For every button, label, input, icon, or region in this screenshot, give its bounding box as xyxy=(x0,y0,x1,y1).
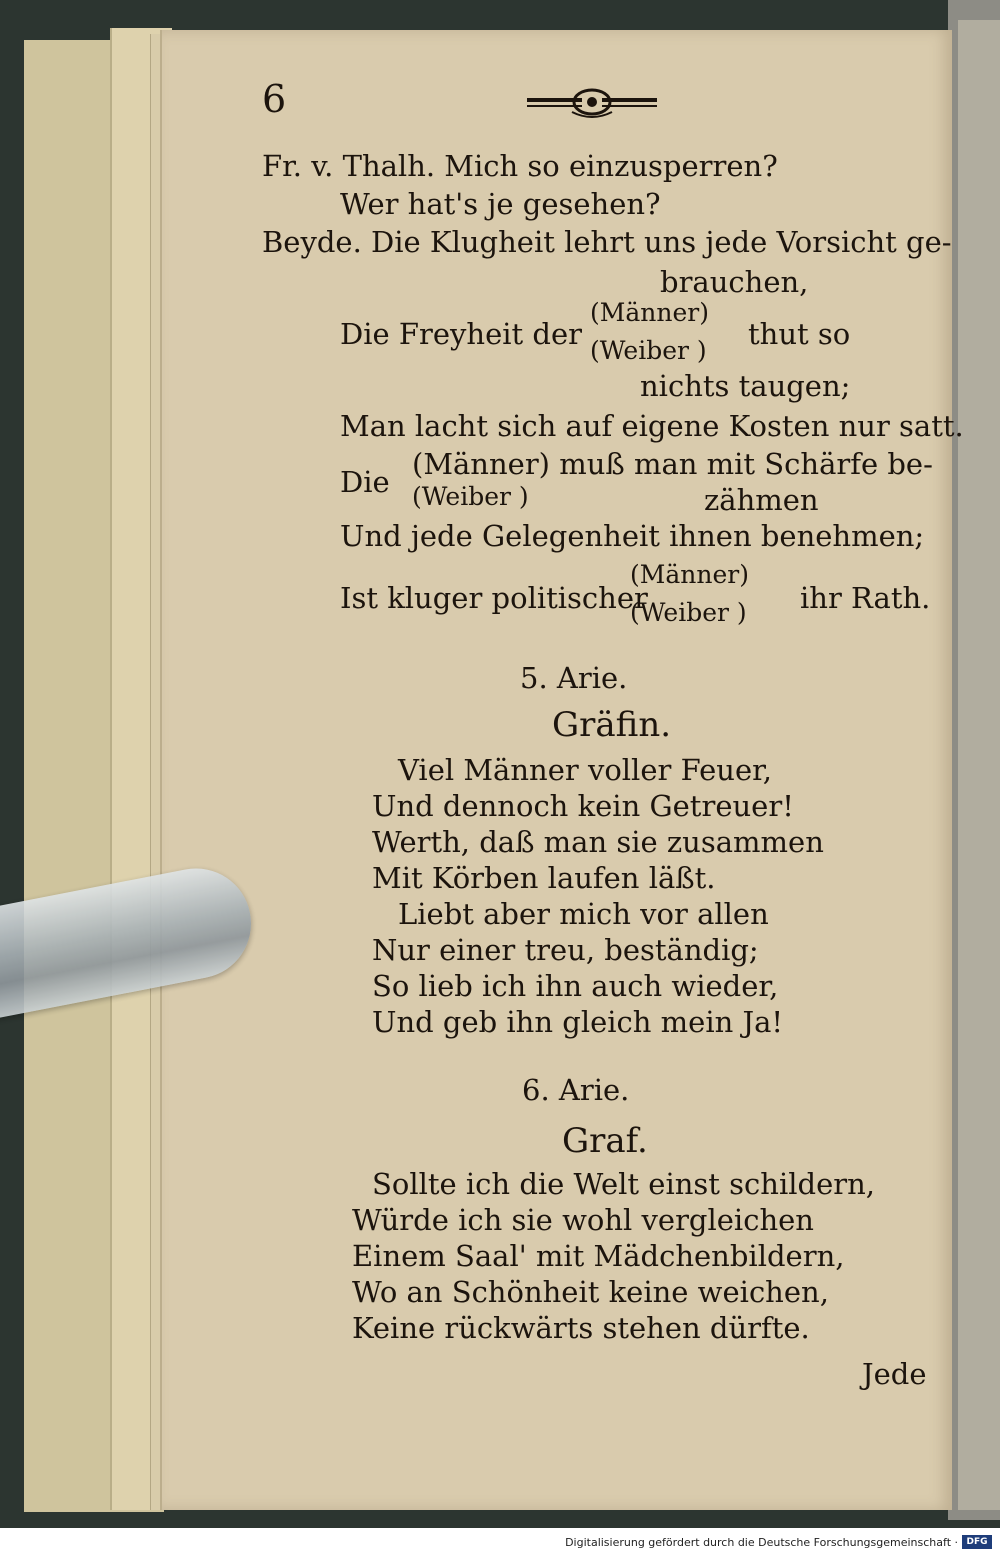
text-line-6: nichts taugen; xyxy=(640,369,851,403)
verse-line-10: Würde ich sie wohl vergleichen xyxy=(352,1203,814,1237)
text-line-5c: (Weiber ) xyxy=(590,336,707,365)
footer-bar xyxy=(0,1528,1000,1557)
verse-line-4: Mit Körben laufen läßt. xyxy=(372,861,716,895)
facing-page-edge xyxy=(958,20,1000,1510)
heading-graefin: Gräfin. xyxy=(552,705,672,745)
footer-credit: Digitalisierung gefördert durch die Deutsche Forschungsgemeinschaft · xyxy=(565,1536,958,1549)
text-line-8c: (Weiber ) xyxy=(412,482,529,511)
text-line-10c: (Weiber ) xyxy=(630,598,747,627)
text-line-5d: thut so xyxy=(748,317,851,351)
text-line-3: Beyde. Die Klugheit lehrt uns jede Vorsicht ge- xyxy=(262,225,952,259)
heading-arie-5: 5. Arie. xyxy=(520,661,628,695)
text-line-8b: (Männer) muß man mit Schärfe be- xyxy=(412,447,933,481)
text-line-8a: Die xyxy=(340,465,390,499)
page-number: 6 xyxy=(262,77,287,121)
verse-line-2: Und dennoch kein Getreuer! xyxy=(372,789,794,823)
verse-line-12: Wo an Schönheit keine weichen, xyxy=(352,1275,829,1309)
dfg-logo-icon: DFG xyxy=(962,1535,992,1549)
text-line-8d: zähmen xyxy=(704,483,819,517)
verse-line-3: Werth, daß man sie zusammen xyxy=(372,825,824,859)
text-line-2: Wer hat's je gesehen? xyxy=(340,187,661,221)
heading-arie-6: 6. Arie. xyxy=(522,1073,630,1107)
text-line-5a: Die Freyheit der xyxy=(340,317,583,351)
verse-line-7: So lieb ich ihn auch wieder, xyxy=(372,969,779,1003)
verse-line-9: Sollte ich die Welt einst schildern, xyxy=(372,1167,875,1201)
text-line-1: Fr. v. Thalh. Mich so einzusperren? xyxy=(262,149,778,183)
text-line-7: Man lacht sich auf eigene Kosten nur satt. xyxy=(340,409,964,443)
text-line-10d: ihr Rath. xyxy=(800,581,931,615)
ornament-icon xyxy=(522,82,662,122)
verse-line-6: Nur einer treu, beständig; xyxy=(372,933,759,967)
text-line-9: Und jede Gelegenheit ihnen benehmen; xyxy=(340,519,925,553)
text-line-10b: (Männer) xyxy=(630,560,749,589)
text-line-5b: (Männer) xyxy=(590,298,709,327)
verse-line-11: Einem Saal' mit Mädchenbildern, xyxy=(352,1239,845,1273)
verse-line-5: Liebt aber mich vor allen xyxy=(398,897,769,931)
verse-line-13: Keine rückwärts stehen dürfte. xyxy=(352,1311,810,1345)
catchword: Jede xyxy=(862,1357,927,1391)
text-line-10a: Ist kluger politischer xyxy=(340,581,648,615)
verse-line-8: Und geb ihn gleich mein Ja! xyxy=(372,1005,784,1039)
text-line-4: brauchen, xyxy=(660,265,809,299)
heading-graf: Graf. xyxy=(562,1121,648,1161)
verse-line-1: Viel Männer voller Feuer, xyxy=(398,753,773,787)
